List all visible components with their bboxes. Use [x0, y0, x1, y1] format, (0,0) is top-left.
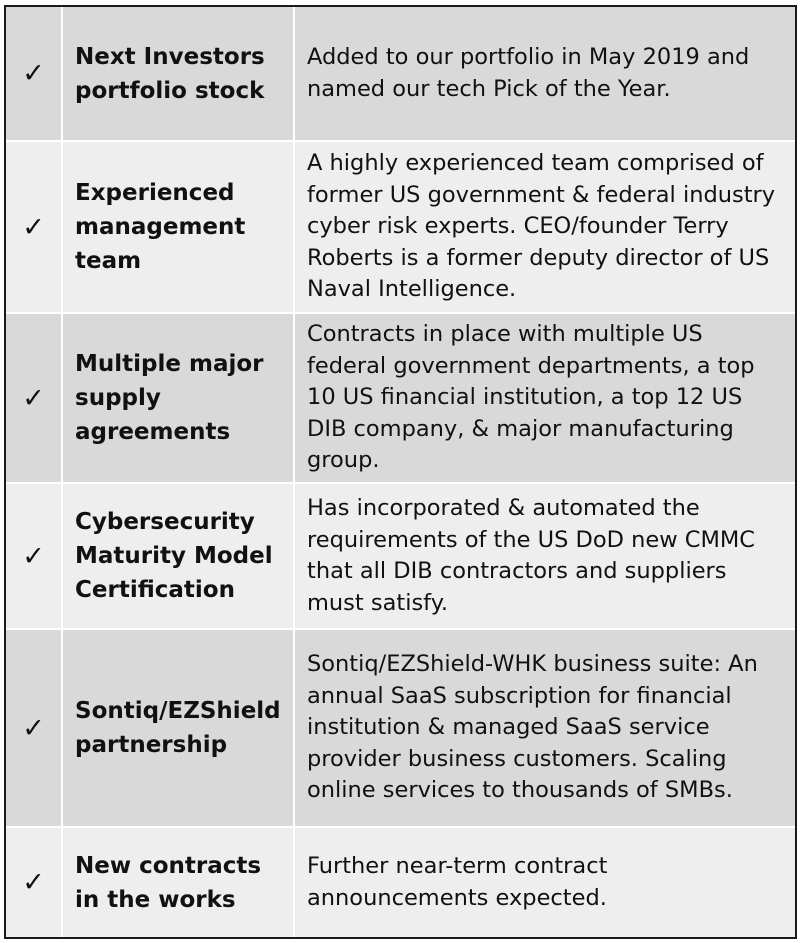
- feature-cell: [63, 314, 295, 482]
- description-cell: [295, 142, 795, 312]
- feature-title: Cybersecurity Maturity Model Certification: [75, 509, 273, 603]
- feature-title: Multiple major supply agreements: [75, 351, 264, 445]
- checkmark-icon: ✓: [6, 7, 63, 140]
- table-row: [6, 7, 795, 142]
- description-cell: [295, 630, 795, 826]
- checkmark-icon: ✓: [6, 142, 63, 312]
- description-cell: [295, 828, 795, 937]
- checkmark-icon: ✓: [6, 630, 63, 826]
- table-row: [6, 828, 795, 937]
- feature-title: Experienced management team: [75, 180, 246, 274]
- description-cell: [295, 314, 795, 482]
- table-row: [6, 484, 795, 630]
- table-row: [6, 630, 795, 828]
- checkmark-icon: ✓: [6, 484, 63, 628]
- description-text: Added to our portfolio in May 2019 and named our tech Pick of the Year.: [307, 44, 750, 102]
- description-text: Further near-term contract announcements expected.: [307, 853, 608, 911]
- feature-title: portfolio stock: [75, 77, 265, 104]
- description-text: Contracts in place with multiple US federal government departments, a top 10 US financial institution, a top 12 US DIB company, & major manufacturing group.: [307, 321, 755, 474]
- feature-title: Sontiq/EZShield partnership: [75, 698, 281, 758]
- checkmark-icon: ✓: [6, 828, 63, 937]
- description-cell: [295, 7, 795, 140]
- description-cell: [295, 484, 795, 628]
- highlights-table: [4, 5, 797, 939]
- table-row: [6, 314, 795, 484]
- feature-cell: [63, 484, 295, 628]
- checkmark-icon: ✓: [6, 314, 63, 482]
- feature-cell: [63, 7, 295, 140]
- table-row: [6, 142, 795, 314]
- description-text: Sontiq/EZShield-WHK business suite: An annual SaaS subscription for financial institution & managed SaaS service provider business customers. Scaling online services to thousands of SMBs.: [307, 651, 758, 804]
- description-text: Has incorporated & automated the requirements of the US DoD new CMMC that all DIB contractors and suppliers must satisfy.: [307, 495, 756, 616]
- feature-cell: [63, 630, 295, 826]
- feature-cell: [63, 142, 295, 312]
- description-text: A highly experienced team comprised of former US government & federal industry cyber risk experts. CEO/founder Terry Roberts is a former deputy director of US Naval Intelligence.: [307, 150, 776, 303]
- feature-title-italic: Next Investors: [75, 43, 265, 70]
- feature-cell: [63, 828, 295, 937]
- feature-title: New contracts in the works: [75, 852, 262, 913]
